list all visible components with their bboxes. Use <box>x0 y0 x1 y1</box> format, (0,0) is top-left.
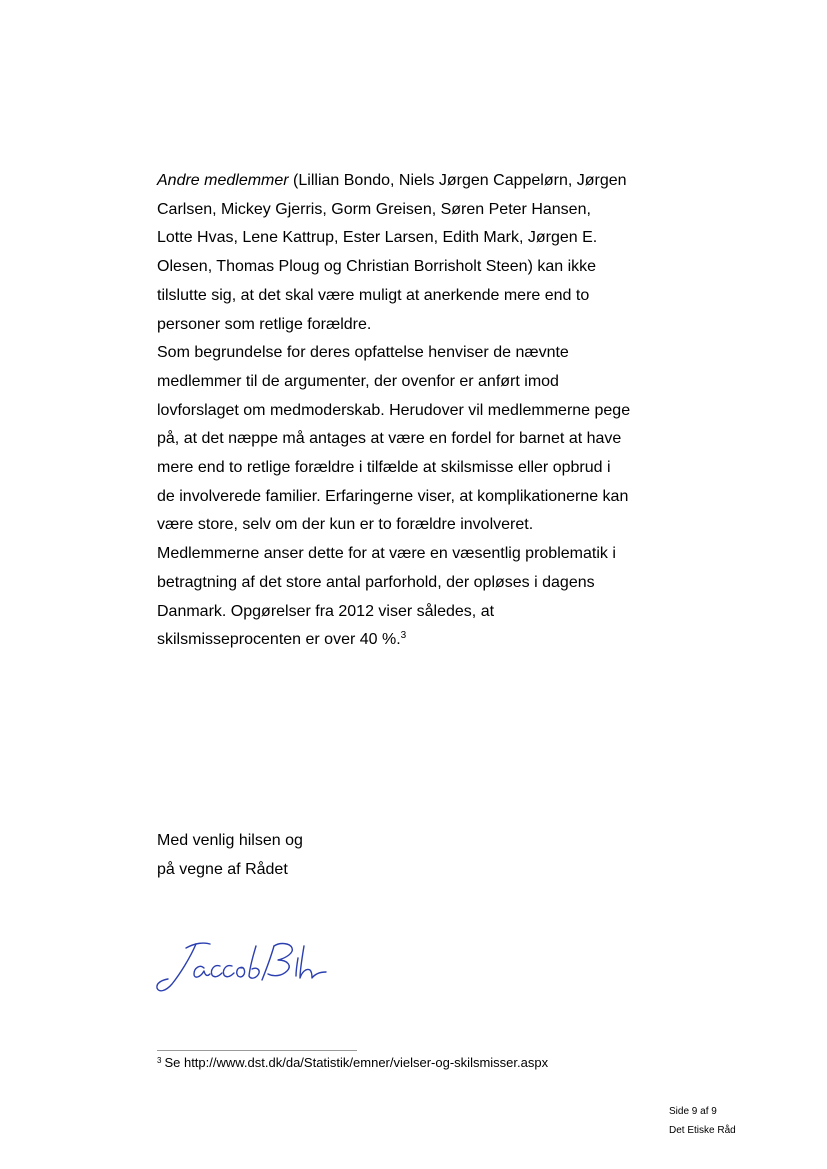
paragraph-line: Carlsen, Mickey Gjerris, Gorm Greisen, Søren Peter Hansen, <box>157 200 591 218</box>
footnote <box>157 1054 548 1072</box>
page-number: Side 9 af 9 <box>669 1106 717 1117</box>
paragraph-line: Som begrundelse for deres opfattelse henviser de nævnte <box>157 344 569 362</box>
footnote-separator <box>157 1050 357 1051</box>
handwritten-signature <box>150 936 350 1000</box>
closing-greeting <box>157 827 303 884</box>
paragraph-line: tilslutte sig, at det skal være muligt at anerkende mere end to <box>157 286 590 304</box>
closing-line: Med venlig hilsen og <box>157 832 303 849</box>
paragraph-line: de involverede familier. Erfaringerne viser, at komplikationerne kan <box>157 487 629 505</box>
paragraph-line: personer som retlige forældre. <box>157 315 372 333</box>
footnote-text[interactable]: Se http://www.dst.dk/da/Statistik/emner/vielser-og-skilsmisser.aspx <box>164 1055 549 1070</box>
footnote-number: 3 <box>157 1056 162 1065</box>
paragraph-line: på, at det næppe må antages at være en fordel for barnet at have <box>157 430 622 448</box>
paragraph-reasoning <box>157 339 677 655</box>
paragraph-line: være store, selv om der kun er to forældre involveret. <box>157 516 534 534</box>
page-footer <box>669 1102 736 1140</box>
paragraph-line <box>157 167 677 196</box>
paragraph-line: Medlemmerne anser dette for at være en væsentlig problematik i <box>157 545 616 563</box>
paragraph-line: lovforslaget om medmoderskab. Herudover vil medlemmerne pege <box>157 401 631 419</box>
paragraph-line: mere end to retlige forældre i tilfælde at skilsmisse eller opbrud i <box>157 459 611 477</box>
paragraph-line: medlemmer til de argumenter, der ovenfor er anført imod <box>157 372 559 390</box>
line-text: (Lillian Bondo, Niels Jørgen Cappelørn, Jørgen <box>288 172 627 189</box>
body-text <box>157 167 677 655</box>
paragraph-other-members <box>157 167 677 339</box>
paragraph-line <box>157 626 677 655</box>
organization-name: Det Etiske Råd <box>669 1125 736 1136</box>
paragraph-line: Olesen, Thomas Ploug og Christian Borrisholt Steen) kan ikke <box>157 258 597 276</box>
closing-line: på vegne af Rådet <box>157 860 288 878</box>
paragraph-line: Lotte Hvas, Lene Kattrup, Ester Larsen, Edith Mark, Jørgen E. <box>157 229 598 247</box>
paragraph-line: Danmark. Opgørelser fra 2012 viser således, at <box>157 602 495 620</box>
paragraph-line: betragtning af det store antal parforhold, der opløses i dagens <box>157 573 595 591</box>
line-text: skilsmisseprocenten er over 40 %. <box>157 631 401 649</box>
footnote-reference[interactable]: 3 <box>400 630 407 642</box>
italic-lead: Andre medlemmer <box>157 172 289 189</box>
